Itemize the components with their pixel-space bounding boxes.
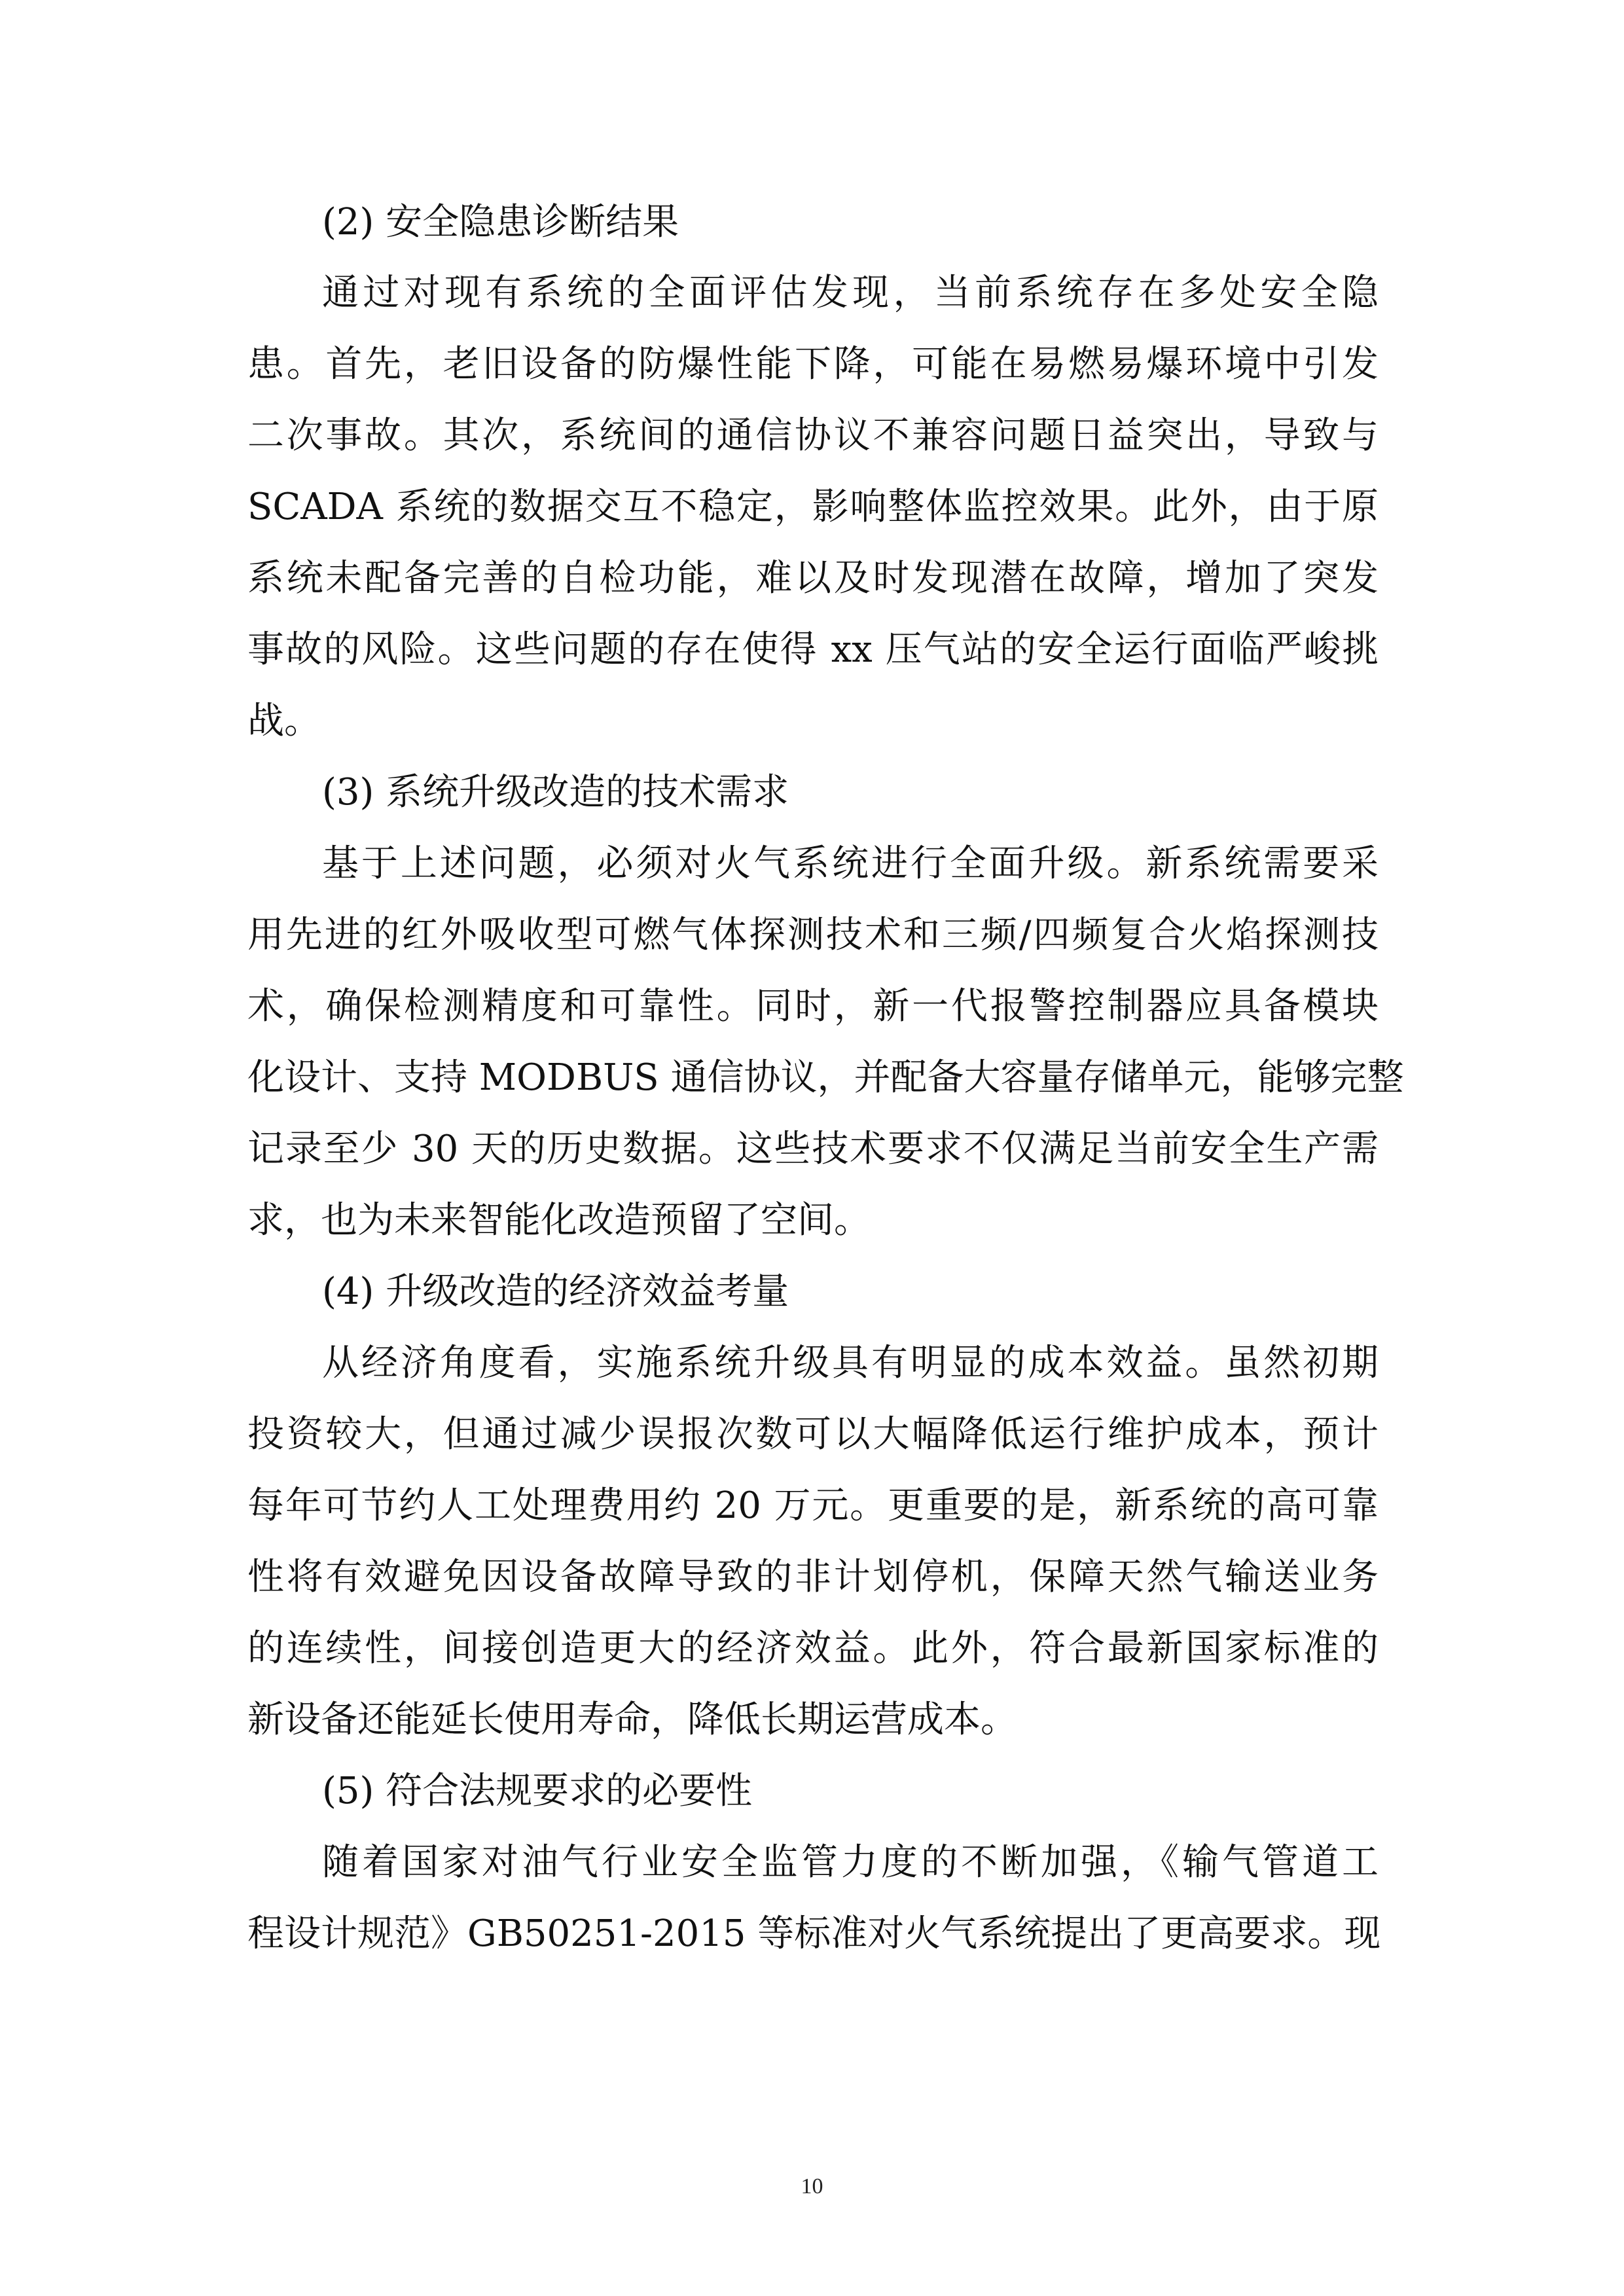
paragraph-line: 战。: [247, 700, 321, 742]
paragraph-line: 基于上述问题，必须对火气系统进行全面升级。新系统需要采: [322, 842, 1379, 885]
section-heading: (2) 安全隐患诊断结果: [322, 201, 679, 243]
paragraph-line: 通过对现有系统的全面评估发现，当前系统存在多处安全隐: [322, 272, 1379, 314]
paragraph-line: 患。首先，老旧设备的防爆性能下降，可能在易燃易爆环境中引发: [247, 343, 1379, 386]
paragraph-line: 每年可节约人工处理费用约 20 万元。更重要的是，新系统的高可靠: [247, 1484, 1379, 1527]
paragraph-line: 从经济角度看，实施系统升级具有明显的成本效益。虽然初期: [322, 1342, 1379, 1384]
paragraph-line: 化设计、支持 MODBUS 通信协议，并配备大容量存储单元，能够完整: [247, 1056, 1404, 1099]
paragraph-line: 事故的风险。这些问题的存在使得 xx 压气站的安全运行面临严峻挑: [247, 628, 1379, 671]
paragraph-line: 记录至少 30 天的历史数据。这些技术要求不仅满足当前安全生产需: [247, 1128, 1379, 1170]
paragraph-line: 二次事故。其次，系统间的通信协议不兼容问题日益突出，导致与: [247, 414, 1379, 457]
section-heading: (5) 符合法规要求的必要性: [322, 1770, 753, 1812]
paragraph-line: 术，确保检测精度和可靠性。同时，新一代报警控制器应具备模块: [247, 985, 1379, 1028]
paragraph-line: 求，也为未来智能化改造预留了空间。: [247, 1199, 871, 1242]
paragraph-line: 随着国家对油气行业安全监管力度的不断加强，《输气管道工: [322, 1841, 1379, 1884]
section-heading: (3) 系统升级改造的技术需求: [322, 771, 789, 814]
section-heading: (4) 升级改造的经济效益考量: [322, 1270, 789, 1313]
paragraph-line: 新设备还能延长使用寿命，降低长期运营成本。: [247, 1698, 1017, 1741]
page-number: 10: [801, 2174, 823, 2198]
paragraph-line: SCADA 系统的数据交互不稳定，影响整体监控效果。此外，由于原: [247, 486, 1379, 528]
paragraph-line: 程设计规范》GB50251-2015 等标准对火气系统提出了更高要求。现: [247, 1912, 1381, 1955]
paragraph-line: 投资较大，但通过减少误报次数可以大幅降低运行维护成本，预计: [247, 1413, 1379, 1456]
paragraph-line: 的连续性，间接创造更大的经济效益。此外，符合最新国家标准的: [247, 1627, 1379, 1670]
paragraph-line: 用先进的红外吸收型可燃气体探测技术和三频/四频复合火焰探测技: [247, 914, 1379, 956]
paragraph-line: 性将有效避免因设备故障导致的非计划停机，保障天然气输送业务: [247, 1556, 1379, 1598]
paragraph-line: 系统未配备完善的自检功能，难以及时发现潜在故障，增加了突发: [247, 557, 1379, 600]
